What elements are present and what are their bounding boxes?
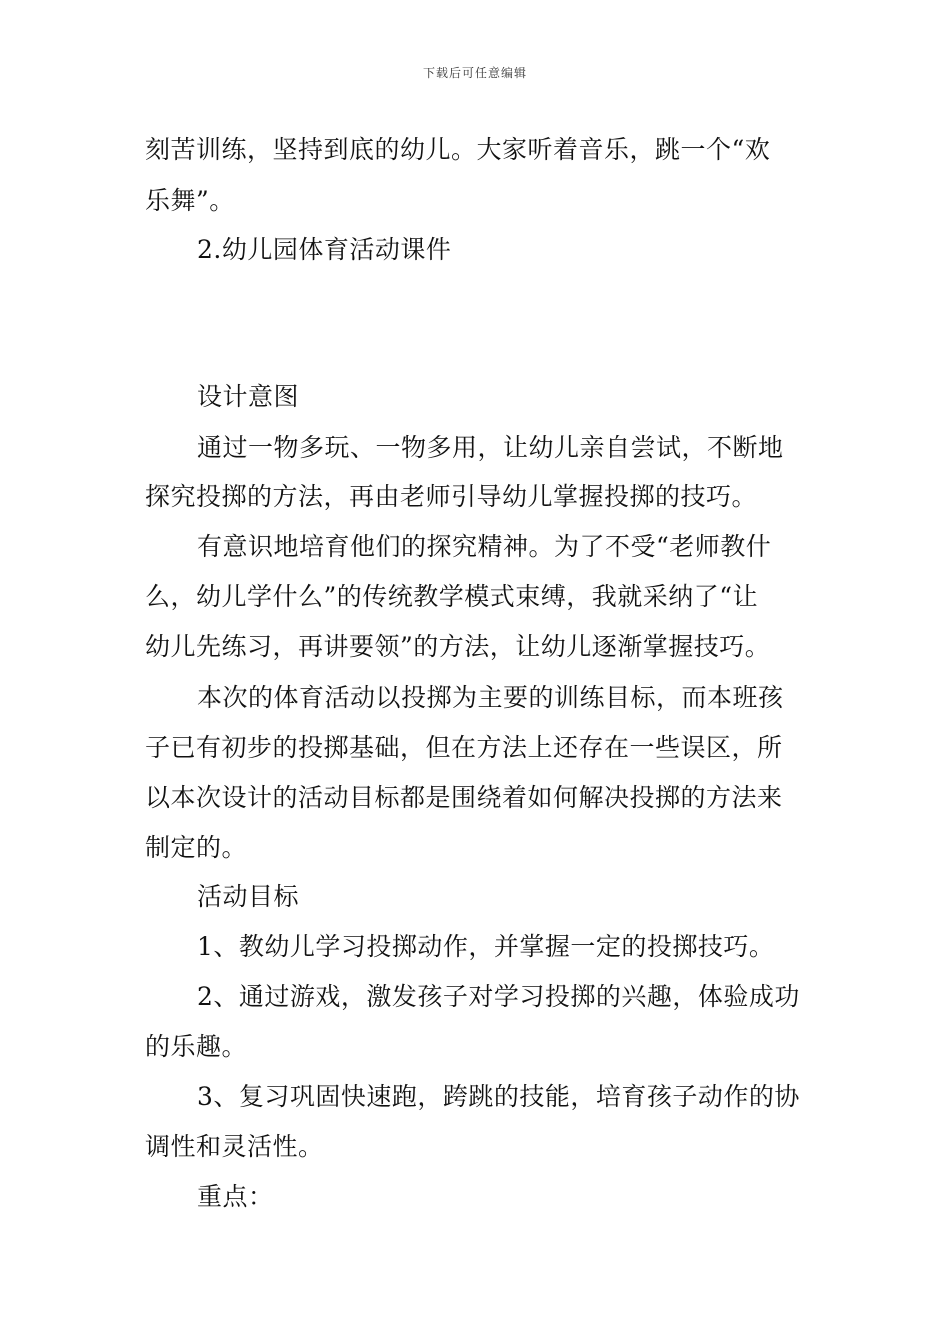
paragraph-line: 以本次设计的活动目标都是围绕着如何解决投掷的方法来 — [145, 783, 783, 812]
paragraph-line: 调性和灵活性。 — [145, 1132, 324, 1161]
list-item: 1、教幼儿学习投掷动作，并掌握一定的投掷技巧。 — [197, 932, 775, 961]
section-heading: 重点： — [197, 1182, 274, 1211]
paragraph-line: 么，幼儿学什么”的传统教学模式束缚，我就采纳了“让 — [145, 582, 759, 611]
list-item: 2、通过游戏，激发孩子对学习投掷的兴趣，体验成功 — [197, 982, 800, 1011]
paragraph-line: 探究投掷的方法，再由老师引导幼儿掌握投掷的技巧。 — [145, 482, 758, 511]
paragraph-line: 幼儿先练习，再讲要领”的方法，让幼儿逐渐掌握技巧。 — [145, 632, 771, 661]
paragraph-line: 乐舞”。 — [145, 186, 235, 215]
section-heading: 2.幼儿园体育活动课件 — [197, 235, 452, 264]
paragraph-line: 通过一物多玩、一物多用，让幼儿亲自尝试，不断地 — [197, 433, 784, 462]
paragraph-line: 制定的。 — [145, 833, 248, 862]
paragraph-line: 的乐趣。 — [145, 1032, 248, 1061]
page-header: 下载后可任意编辑 — [422, 66, 527, 80]
paragraph-line: 有意识地培育他们的探究精神。为了不受“老师教什 — [197, 532, 772, 561]
paragraph-line: 本次的体育活动以投掷为主要的训练目标，而本班孩 — [197, 683, 784, 712]
paragraph-line: 子已有初步的投掷基础，但在方法上还存在一些误区，所 — [145, 733, 783, 762]
list-item: 3、复习巩固快速跑，跨跳的技能，培育孩子动作的协 — [197, 1082, 800, 1111]
paragraph-line: 刻苦训练，坚持到底的幼儿。大家听着音乐，跳一个“欢 — [145, 135, 771, 164]
section-heading: 设计意图 — [197, 382, 300, 411]
section-heading: 活动目标 — [197, 882, 300, 911]
